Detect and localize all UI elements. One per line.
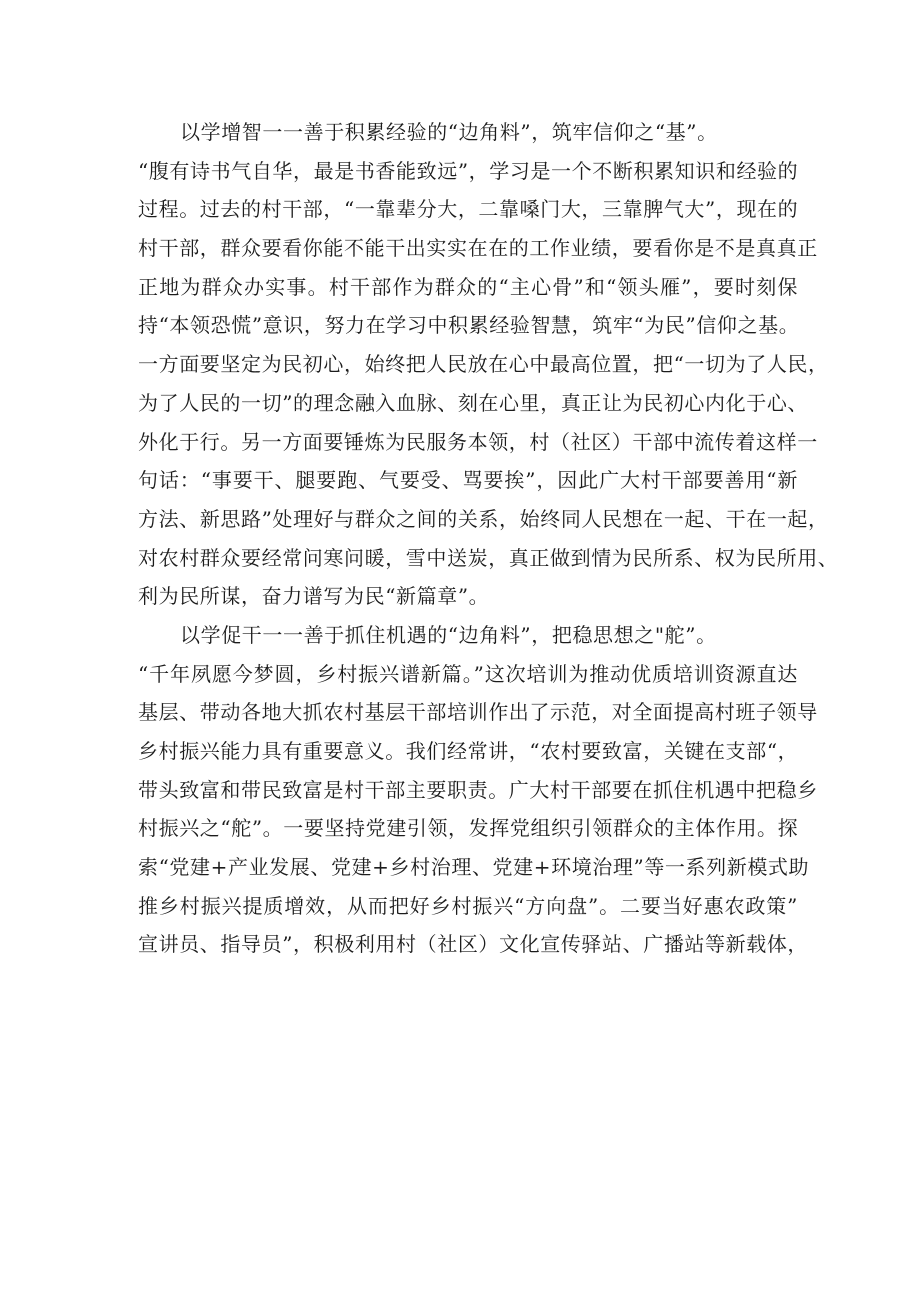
text-line: 利为民所谋，奋力谱写为民“新篇章”。 [138, 584, 490, 609]
paragraph-2 [138, 655, 818, 965]
text-line: 基层、带动各地大抓农村基层干部培训作出了示范，对全面提高村班子领导 [138, 700, 818, 725]
text-line: 推乡村振兴提质增效，从而把好乡村振兴“方向盘”。二要当好惠农政策” [138, 893, 798, 918]
text-line: 带头致富和带民致富是村干部主要职责。广大村干部要在抓住机遇中把稳乡 [138, 777, 818, 802]
section-heading-1: 以学增智一一善于积累经验的“边角料”，筑牢信仰之“基”。 [180, 120, 718, 144]
text-line: 持“本领恐慌”意识，努力在学习中积累经验智慧，筑牢“为民”信仰之基。 [138, 313, 800, 338]
text-line: 一方面要坚定为民初心，始终把人民放在心中最高位置，把“一切为了人民， [138, 352, 829, 377]
text-line: 过程。过去的村干部，“一靠辈分大，二靠嗓门大，三靠脾气大”，现在的 [138, 197, 799, 222]
text-line: 乡村振兴能力具有重要意义。我们经常讲，“农村要致富，关键在支部“， [138, 739, 799, 763]
text-line: 正地为群众办实事。村干部作为群众的“主心骨”和“领头雁”，要时刻保 [138, 274, 798, 299]
text-line: 外化于行。另一方面要锤炼为民服务本领，村（社区）干部中流传着这样一 [138, 429, 818, 454]
text-line: 为了人民的一切”的理念融入血脉、刻在心里，真正让为民初心内化于心、 [138, 390, 809, 415]
text-line: 宣讲员、指导员”，积极利用村（社区）文化宣传驿站、广播站等新载体， [138, 932, 809, 957]
paragraph-1 [138, 152, 839, 616]
text-line: 句话：“事要干、腿要跑、气要受、骂要挨”，因此广大村干部要善用“新 [138, 468, 798, 493]
text-line: 对农村群众要经常问寒问暖，雪中送炭，真正做到情为民所系、权为民所用、 [138, 545, 839, 570]
text-line: 方法、新思路”处理好与群众之间的关系，始终同人民想在一起、干在一起， [138, 506, 829, 531]
section-heading-2: 以学促干一一善于抓住机遇的“边角料”，把稳思想之"舵”。 [180, 622, 717, 647]
text-line: “千年夙愿今梦圆，乡村振兴谱新篇。”这次培训为推动优质培训资源直达 [138, 661, 798, 686]
document-body [138, 113, 839, 964]
text-line: 村干部，群众要看你能不能干出实实在在的工作业绩，要看你是不是真真正 [138, 236, 818, 261]
text-line: 索“党建+产业发展、党建+乡村治理、党建+环境治理”等一系列新模式助 [138, 855, 810, 880]
text-line: “腹有诗书气自华，最是书香能致远”，学习是一个不断积累知识和经验的 [138, 158, 799, 183]
text-line: 村振兴之“舵”。一要坚持党建引领，发挥党组织引领群众的主体作用。探 [138, 816, 799, 841]
